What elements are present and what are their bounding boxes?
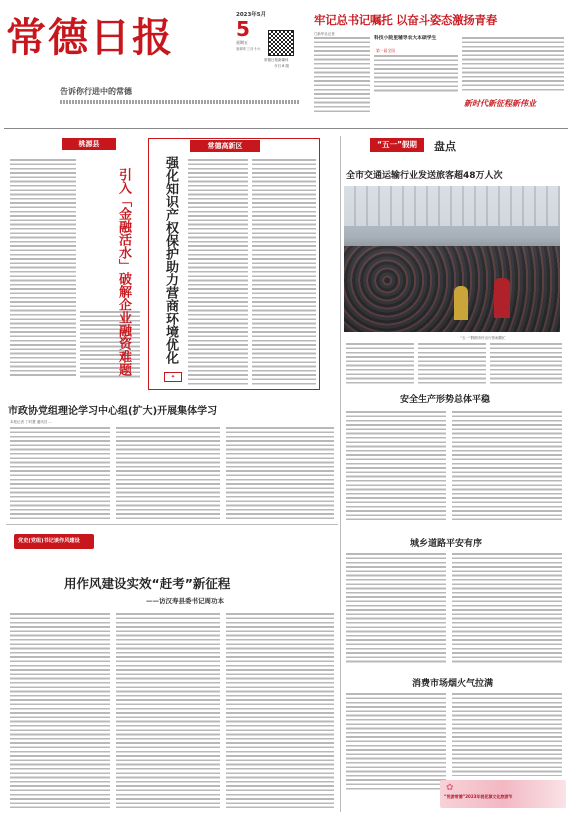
holiday-headline-3: 城乡道路平安有序 — [410, 539, 483, 549]
qr-code — [268, 30, 294, 56]
photo-ceiling — [344, 186, 560, 226]
conference-headline: 市政协党组理论学习中心组(扩大)开展集体学习 — [8, 406, 218, 417]
interview-body-3 — [226, 612, 334, 808]
issue-day: 5 — [236, 17, 250, 41]
section-divider — [4, 128, 568, 129]
article-divider — [6, 524, 338, 525]
weekday: 星期五 — [236, 40, 248, 45]
taoyuan-body-col-1 — [10, 158, 76, 378]
right-headline: 牢记总书记嘱托 以奋斗姿态激扬青春 — [314, 13, 497, 27]
right-banner: 新时代新征程新伟业 — [464, 99, 536, 108]
holiday-header — [370, 138, 530, 152]
conference-byline: 本报记者 丁时慧 通讯员 ... — [10, 420, 52, 424]
interview-body-1 — [10, 612, 110, 808]
top-right-panel — [314, 12, 566, 130]
right-subheadline: 科技小院里辅导农大本硕学生 — [374, 36, 437, 41]
issue-date: 2023年5月 — [236, 12, 267, 18]
right-article-body-2 — [374, 54, 458, 94]
promo-text: “悦游常德”2023年桃花源文化旅游节 — [444, 794, 513, 799]
photo-caption: “五一”假期市民出行热闹繁忙 — [460, 336, 506, 340]
lunar-date: 癸卯年三月十六 — [236, 47, 261, 51]
section-tag-hitech: 常德高新区 — [190, 140, 260, 152]
holiday-body-3b — [452, 552, 562, 664]
holiday-body-2a — [346, 410, 446, 520]
holiday-body-2b — [452, 410, 562, 520]
holiday-headline-4: 消费市场烟火气拉满 — [412, 679, 494, 689]
holiday-headline-2: 安全生产形势总体平稳 — [400, 395, 491, 405]
conference-body-1 — [10, 426, 110, 520]
interview-subtitle: ——访汉寿县委书记周功本 — [146, 597, 224, 605]
photo-person-yellow — [454, 286, 468, 320]
hitech-body-col-1 — [188, 158, 248, 386]
conference-body-2 — [116, 426, 220, 520]
masthead-info-line — [60, 100, 300, 104]
holiday-body-1b — [418, 342, 486, 386]
column-ribbon — [14, 534, 98, 562]
promo-flower-icon: ✿ — [446, 783, 454, 793]
holiday-title: 盘点 — [434, 140, 456, 153]
right-author: □新华社记者 — [314, 32, 335, 36]
interview-body-2 — [116, 612, 220, 808]
holiday-body-1c — [490, 342, 562, 386]
holiday-body-4b — [452, 692, 562, 776]
edition-count: 今日 8 版 — [274, 64, 289, 68]
hitech-body-col-2 — [252, 158, 316, 386]
right-article-body-1 — [314, 36, 370, 112]
masthead-slogan: 告诉你行进中的常德 — [60, 87, 132, 96]
conference-body-3 — [226, 426, 334, 520]
holiday-headline-1: 全市交通运输行业发送旅客超48万人次 — [346, 171, 503, 181]
interview-headline: 用作风建设实效“赶考”新征程 — [64, 576, 231, 591]
holiday-body-3a — [346, 552, 446, 664]
taoyuan-headline: 引入「金融活水」破解企业融资难题 — [116, 168, 131, 376]
newspaper-logo: 常德日报 — [6, 14, 174, 61]
section-tag-taoyuan: 桃源县 — [62, 138, 116, 150]
holiday-tag: “五一”假期 — [370, 138, 424, 152]
hitech-headline: 强化知识产权保护助力营商环境优化 — [163, 156, 178, 364]
photo-crowd — [344, 246, 560, 332]
holiday-body-1a — [346, 342, 414, 386]
holiday-photo — [344, 186, 560, 332]
right-article-body-3 — [462, 36, 564, 92]
right-label: 第一届全国 — [376, 48, 395, 53]
hitech-column-logo: ✦ — [164, 372, 182, 382]
ribbon-label: 党史(党组)书记谈作风建设 — [14, 534, 94, 549]
photo-person-red — [494, 278, 510, 318]
tourism-promo — [440, 780, 566, 808]
column-divider-right — [340, 136, 341, 812]
qr-caption: 常德日报新媒体 — [264, 58, 289, 62]
holiday-body-4a — [346, 692, 446, 792]
